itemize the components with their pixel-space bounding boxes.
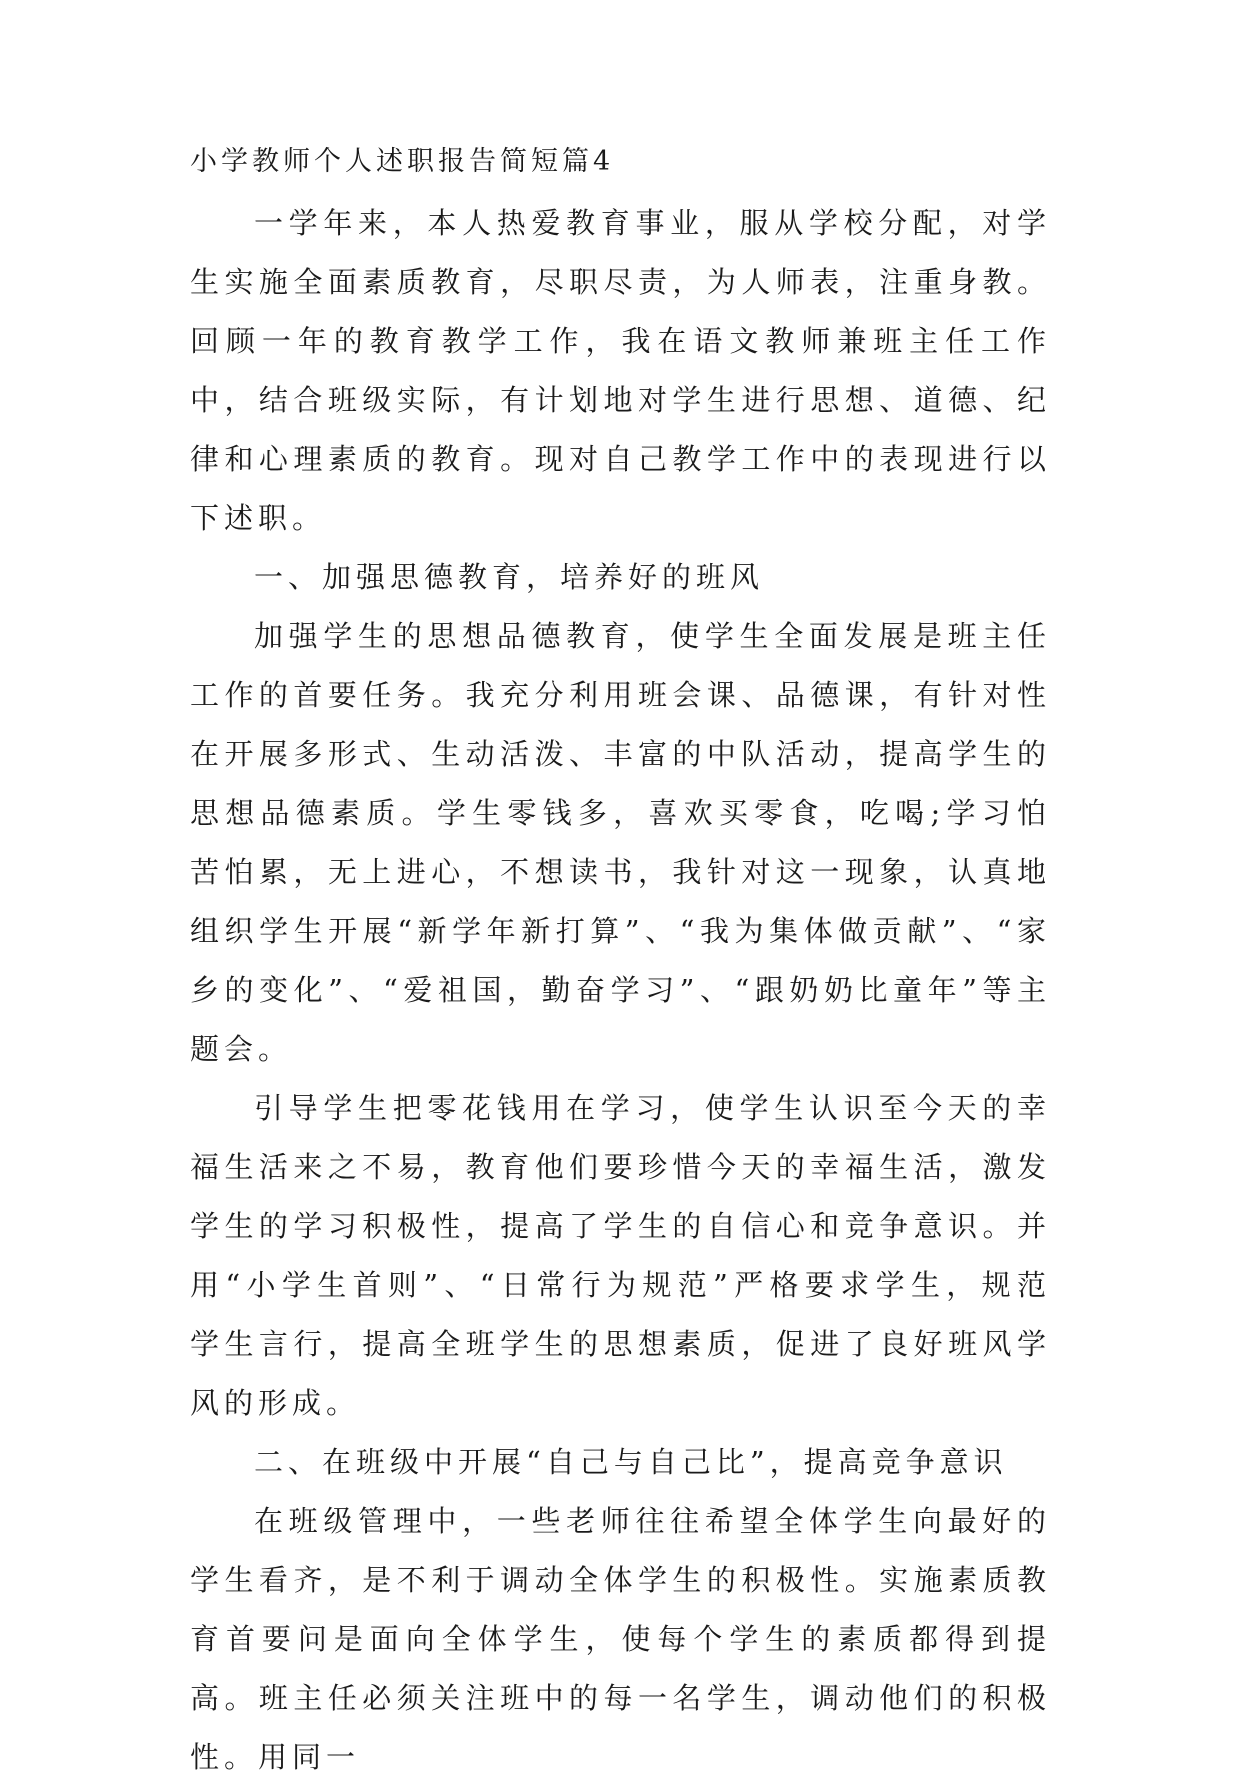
section-1-heading: 一、加强思德教育，培养好的班风	[254, 560, 765, 594]
document-body	[190, 146, 1051, 1787]
section-2-heading: 二、在班级中开展“自己与自己比”，提高竞争意识	[254, 1445, 1008, 1479]
section-1-paragraph-2: 引导学生把零花钱用在学习，使学生认识至今天的幸福生活来之不易，教育他们要珍惜今天的幸福生活，激发学生的学习积极性，提高了学生的自信心和竞争意识。并用“小学生首则”、“日常行为规范”严格要求学生，规范学生言行，提高全班学生的思想素质，促进了良好班风学风的形成。	[190, 1091, 1051, 1420]
document-title: 小学教师个人述职报告简短篇4	[190, 146, 615, 177]
intro-paragraph: 一学年来，本人热爱教育事业，服从学校分配，对学生实施全面素质教育，尽职尽责，为人师表，注重身教。回顾一年的教育教学工作，我在语文教师兼班主任工作中，结合班级实际，有计划地对学生进行思想、道德、纪律和心理素质的教育。现对自己教学工作中的表现进行以下述职。	[190, 206, 1051, 535]
section-1-paragraph-1: 加强学生的思想品德教育，使学生全面发展是班主任工作的首要任务。我充分利用班会课、品德课，有针对性在开展多形式、生动活泼、丰富的中队活动，提高学生的思想品德素质。学生零钱多，喜欢买零食，吃喝;学习怕苦怕累，无上进心，不想读书，我针对这一现象，认真地组织学生开展“新学年新打算”、“我为集体做贡献”、“家乡的变化”、“爱祖国，勤奋学习”、“跟奶奶比童年”等主题会。	[190, 619, 1051, 1066]
section-2-paragraph-1: 在班级管理中，一些老师往往希望全体学生向最好的学生看齐，是不利于调动全体学生的积极性。实施素质教育首要问是面向全体学生，使每个学生的素质都得到提高。班主任必须关注班中的每一名学生，调动他们的积极性。用同一	[190, 1504, 1051, 1774]
